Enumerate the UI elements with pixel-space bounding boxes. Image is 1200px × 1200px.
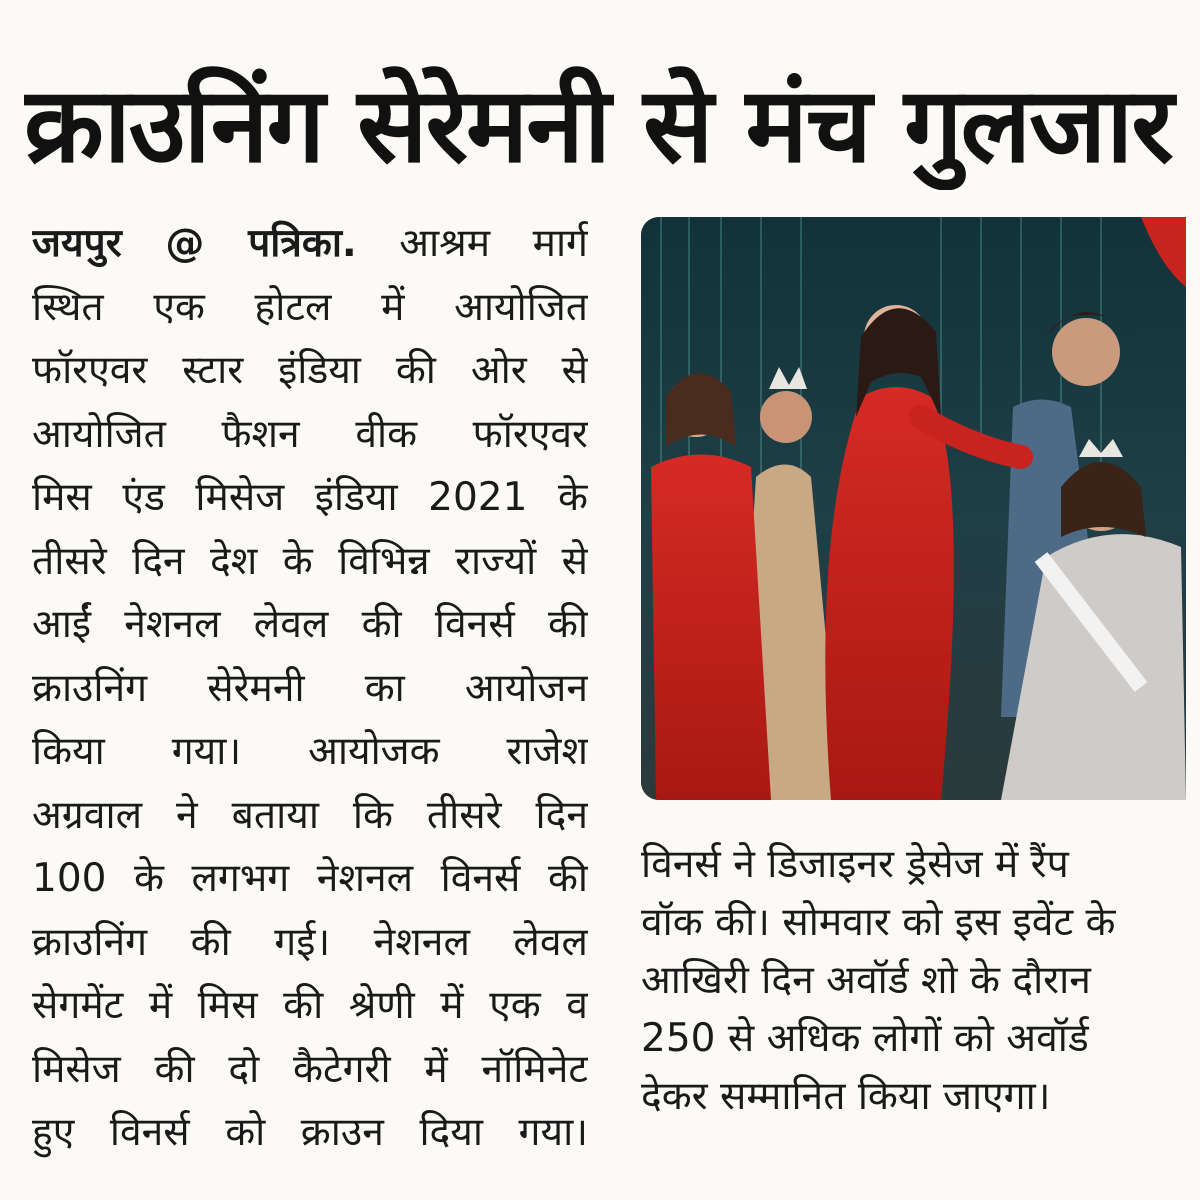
text-line: वॉक की। सोमवार को इस इवेंट के bbox=[641, 900, 1116, 945]
man-face bbox=[1052, 318, 1120, 386]
text-line: क्राउनिंग सेरेमनी का आयोजन bbox=[32, 665, 588, 711]
text-line: हुए विनर्स को क्राउन दिया गया। bbox=[32, 1110, 588, 1155]
dateline: जयपुर @ पत्रिका. bbox=[32, 221, 357, 266]
text-line: मिसेज की दो कैटेगरी में नॉमिनेट bbox=[32, 1046, 588, 1092]
text-line: विनर्स ने डिजाइनर ड्रेसेज में रैंप bbox=[641, 842, 1069, 887]
text-line: तीसरे दिन देश के विभिन्न राज्यों से bbox=[32, 538, 588, 584]
article-left-column bbox=[32, 212, 588, 1165]
text-line: 100 के लगभग नेशनल विनर्स की bbox=[32, 856, 588, 901]
text-line: किया गया। आयोजक राजेश bbox=[32, 729, 588, 774]
text-line: आखिरी दिन अवॉर्ड शो के दौरान bbox=[641, 958, 1091, 1003]
text-line: आईं नेशनल लेवल की विनर्स की bbox=[32, 602, 588, 647]
text-line: फॉरएवर स्टार इंडिया की ओर से bbox=[32, 348, 588, 393]
event-photo bbox=[641, 217, 1186, 800]
red-suit-woman bbox=[651, 455, 771, 801]
crowned-woman-face bbox=[760, 391, 812, 443]
headline: क्राउनिंग सेरेमनी से मंच गुलजार bbox=[24, 64, 1172, 186]
text-line: मिस एंड मिसेज इंडिया 2021 के bbox=[32, 475, 588, 520]
photo-illustration bbox=[641, 217, 1186, 800]
text-line: आश्रम मार्ग bbox=[399, 221, 588, 266]
text-line: क्राउनिंग की गई। नेशनल लेवल bbox=[32, 919, 588, 965]
text-line: आयोजित फैशन वीक फॉरएवर bbox=[32, 411, 588, 457]
text-line: 250 से अधिक लोगों को अवॉर्ड bbox=[641, 1016, 1089, 1061]
text-line: देकर सम्मानित किया जाएगा। bbox=[641, 1074, 1051, 1119]
text-line: सेगमेंट में मिस की श्रेणी में एक व bbox=[32, 983, 588, 1028]
first-line bbox=[32, 212, 588, 276]
text-line: अग्रवाल ने बताया कि तीसरे दिन bbox=[32, 792, 588, 838]
article-right-column bbox=[641, 836, 1186, 1126]
text-line: स्थित एक होटल में आयोजित bbox=[32, 284, 588, 330]
